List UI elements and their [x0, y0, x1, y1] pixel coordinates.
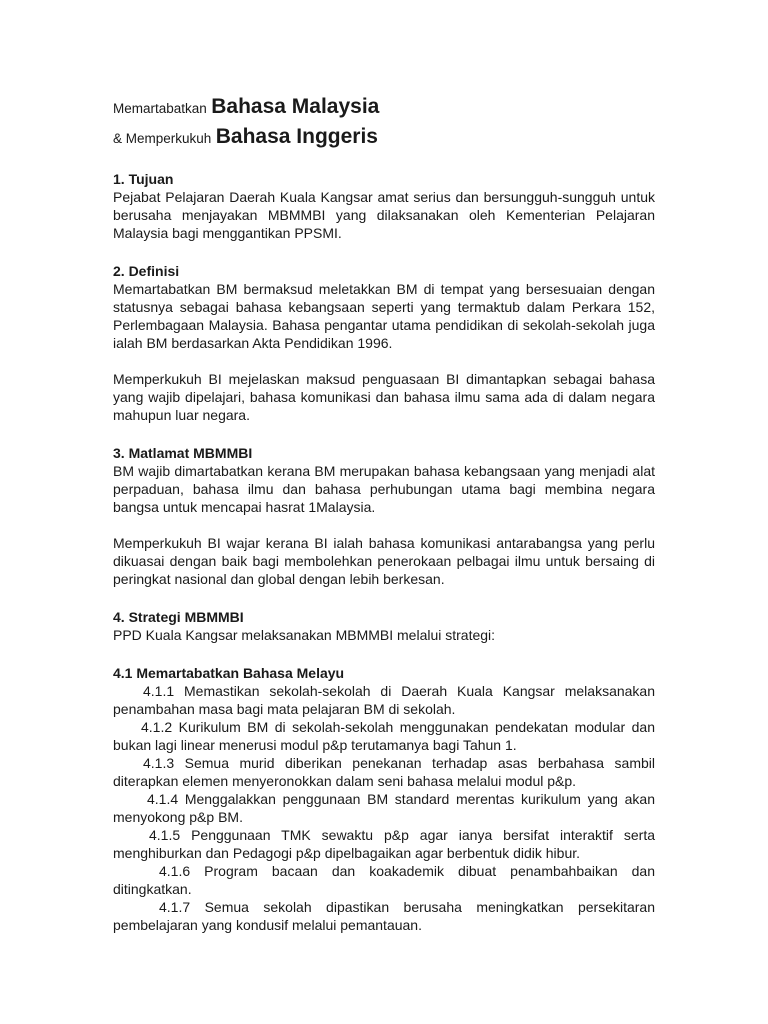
section-heading: 4. Strategi MBMMBI — [113, 609, 244, 625]
title-prefix-2: & Memperkukuh — [113, 131, 212, 146]
title-main-2: Bahasa Inggeris — [215, 125, 378, 148]
title-line-2 — [113, 122, 655, 152]
list-item: 4.1.3 Semua murid diberikan penekanan terhadap asas berbahasa sambil diterapkan elemen menyeronokkan dalam seni bahasa melalui modul p&p. — [113, 755, 655, 789]
title-main-1: Bahasa Malaysia — [211, 95, 380, 118]
paragraph: Memperkukuh BI wajar kerana BI ialah bahasa komunikasi antarabangsa yang perlu dikuasai dengan baik bagi membolehkan penerokaan pelbagai ilmu untuk bersaing di peringkat nasional dan global dengan lebih berkesan. — [113, 535, 655, 587]
paragraph: PPD Kuala Kangsar melaksanakan MBMMBI melalui strategi: — [113, 627, 496, 643]
section-memartabatkan-bm — [113, 664, 655, 934]
section-heading: 1. Tujuan — [113, 171, 174, 187]
paragraph: Memperkukuh BI mejelaskan maksud penguasaan BI dimantapkan sebagai bahasa yang wajib dipelajari, bahasa komunikasi dan bahasa ilmu sama ada di dalam negara mahupun luar negara. — [113, 371, 655, 423]
section-heading: 4.1 Memartabatkan Bahasa Melayu — [113, 665, 345, 681]
list-item: 4.1.5 Penggunaan TMK sewaktu p&p agar ianya bersifat interaktif serta menghiburkan dan Pedagogi p&p dipelbagaikan agar berbentuk didik hibur. — [113, 827, 655, 861]
paragraph: Pejabat Pelajaran Daerah Kuala Kangsar amat serius dan bersungguh-sungguh untuk berusaha menjayakan MBMMBI yang dilaksanakan oleh Kementerian Pelajaran Malaysia bagi menggantikan PPSMI. — [113, 189, 655, 241]
section-tujuan — [113, 170, 655, 242]
list-item: 4.1.7 Semua sekolah dipastikan berusaha meningkatkan persekitaran pembelajaran yang kondusif melalui pemantauan. — [113, 899, 655, 933]
document-page — [113, 92, 655, 934]
paragraph: Memartabatkan BM bermaksud meletakkan BM di tempat yang bersesuaian dengan statusnya sebagai bahasa kebangsaan seperti yang termaktub dalam Perkara 152, Perlembagaan Malaysia. Bahasa pengantar utama pendidikan di sekolah-sekolah juga ialah BM berdasarkan Akta Pendidikan 1996. — [113, 281, 655, 351]
section-heading: 2. Definisi — [113, 263, 180, 279]
section-strategi — [113, 608, 655, 644]
title-line-1 — [113, 92, 655, 122]
section-heading: 3. Matlamat MBMMBI — [113, 445, 253, 461]
section-matlamat — [113, 444, 655, 588]
title-prefix-1: Memartabatkan — [113, 101, 207, 116]
paragraph: BM wajib dimartabatkan kerana BM merupakan bahasa kebangsaan yang menjadi alat perpaduan, bahasa ilmu dan bahasa perhubungan utama bagi membina negara bangsa untuk mencapai hasrat 1Malaysia. — [113, 463, 655, 515]
list-item: 4.1.1 Memastikan sekolah-sekolah di Daerah Kuala Kangsar melaksanakan penambahan masa bagi mata pelajaran BM di sekolah. — [113, 683, 655, 717]
list-item: 4.1.2 Kurikulum BM di sekolah-sekolah menggunakan pendekatan modular dan bukan lagi linear menerusi modul p&p terutamanya bagi Tahun 1. — [113, 719, 655, 753]
section-definisi — [113, 262, 655, 424]
list-item: 4.1.4 Menggalakkan penggunaan BM standard merentas kurikulum yang akan menyokong p&p BM. — [113, 791, 655, 825]
list-item: 4.1.6 Program bacaan dan koakademik dibuat penambahbaikan dan ditingkatkan. — [113, 863, 655, 897]
